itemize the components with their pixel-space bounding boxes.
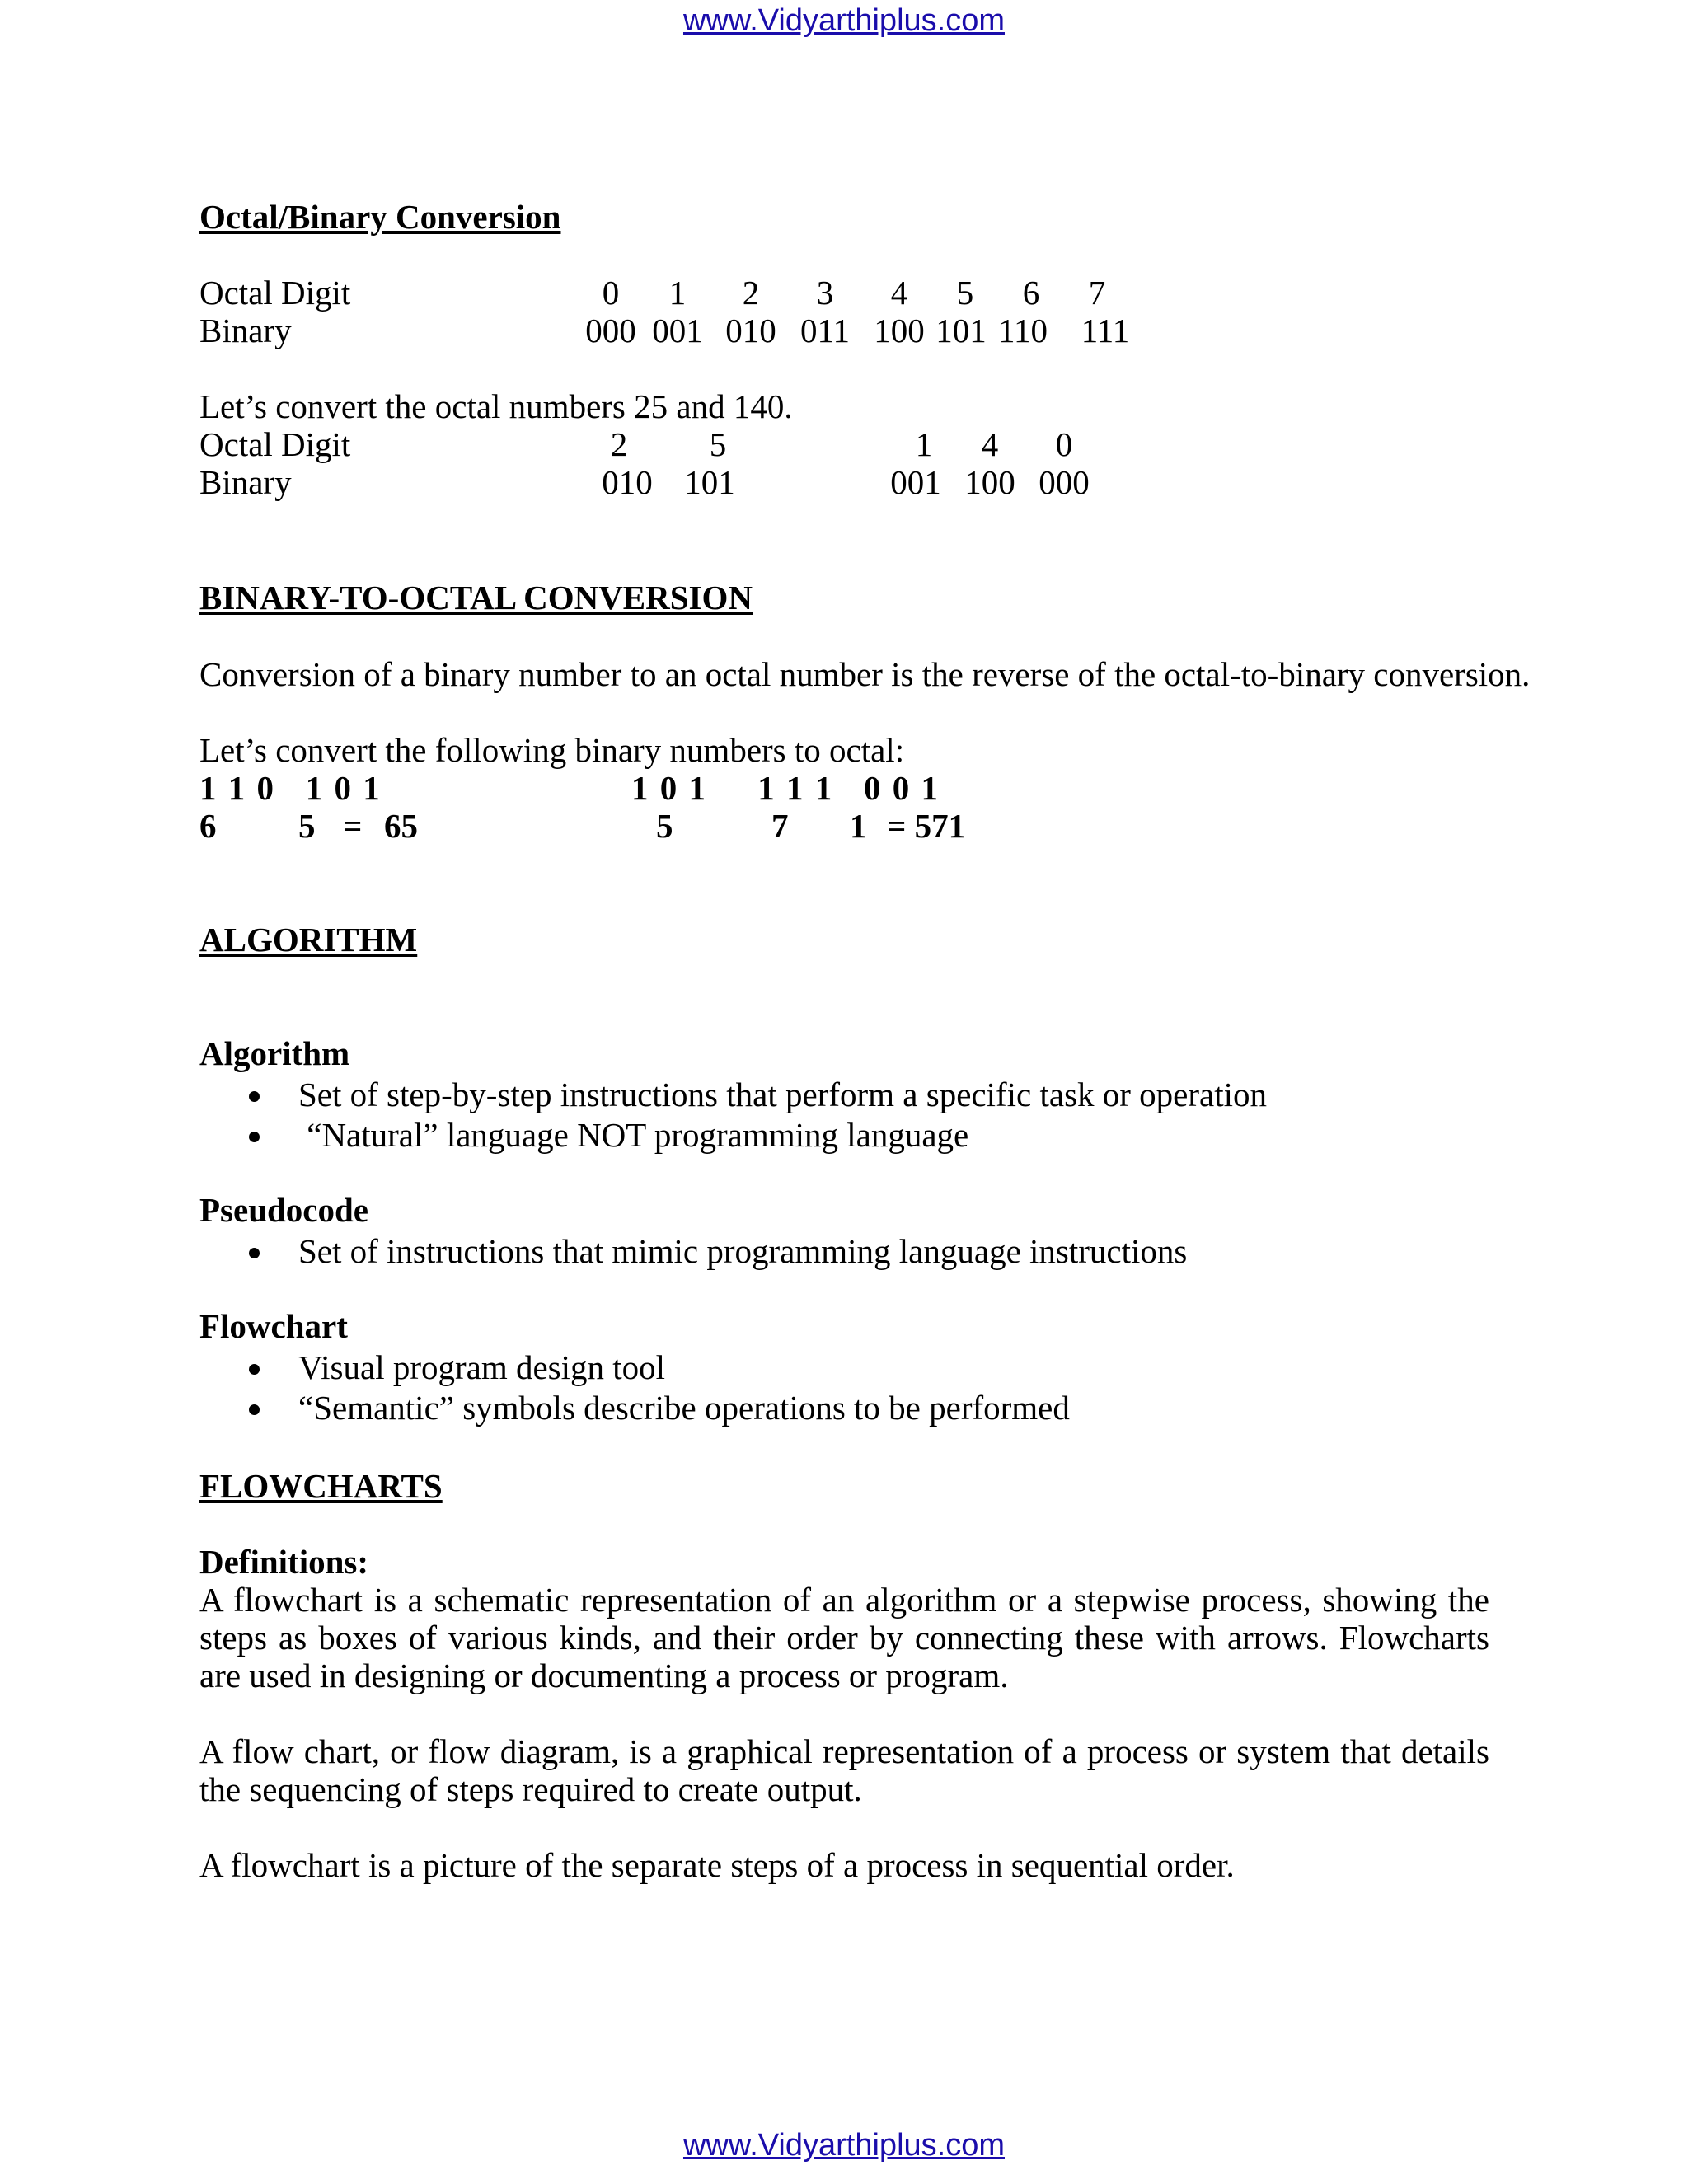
octal-binary-heading: Octal/Binary Conversion: [199, 198, 561, 236]
binary-cell: 110: [998, 312, 1048, 349]
list-item: “Semantic” symbols describe operations to be performed: [199, 1389, 1070, 1429]
list-item: Set of step-by-step instructions that perform a specific task or operation: [199, 1076, 1267, 1116]
octal-result: = 571: [887, 807, 966, 845]
flowcharts-heading: FLOWCHARTS: [199, 1467, 443, 1505]
bullet-icon: [249, 1248, 260, 1258]
binary-to-octal-heading: BINARY-TO-OCTAL CONVERSION: [199, 579, 753, 616]
definition-paragraph: A flowchart is a picture of the separate steps of a process in sequential order.: [199, 1846, 1235, 1884]
algorithm-heading: ALGORITHM: [199, 921, 418, 958]
bullet-icon: [249, 1132, 260, 1142]
flowchart-subheading: Flowchart: [199, 1307, 348, 1345]
binary-cell: 000: [585, 312, 636, 349]
list-item: “Natural” language NOT programming language: [199, 1116, 1267, 1156]
binary-cell: 101: [935, 312, 987, 349]
octal-digit-cell: 2: [610, 425, 628, 463]
octal-digit-cell: 1: [915, 425, 933, 463]
binary-cell: 100: [874, 312, 925, 349]
octal-example-intro: Let’s convert the octal numbers 25 and 140.: [199, 387, 793, 425]
octal-digit-cell: 0: [602, 274, 620, 312]
flowchart-bullets: [199, 1348, 1070, 1429]
bullet-icon: [249, 1091, 260, 1102]
bullet-icon: [249, 1364, 260, 1375]
pseudocode-subheading: Pseudocode: [199, 1191, 368, 1229]
binary-to-octal-description: Conversion of a binary number to an octal number is the reverse of the octal-to-binary conversion.: [199, 655, 1531, 693]
binary-cell: 100: [964, 463, 1015, 501]
definition-paragraph: A flow chart, or flow diagram, is a graphical representation of a process or system that details the sequencing of steps required to create output.: [199, 1732, 1489, 1808]
header-link[interactable]: www.Vidyarthiplus.com: [682, 3, 1005, 38]
octal-result-digit: 5: [298, 807, 316, 845]
octal-digit-label: Octal Digit: [199, 274, 351, 312]
octal-digit-label: Octal Digit: [199, 425, 351, 463]
binary-example-right: 1 0 1 1 1 1 0 0 1: [631, 769, 940, 807]
algorithm-bullets: [199, 1076, 1267, 1156]
octal-digit-cell: 0: [1055, 425, 1073, 463]
binary-cell: 101: [684, 463, 735, 501]
octal-digit-cell: 6: [1022, 274, 1040, 312]
binary-example-intro: Let’s convert the following binary numbers to octal:: [199, 731, 905, 769]
octal-digit-cell: 5: [709, 425, 727, 463]
binary-cell: 000: [1039, 463, 1090, 501]
octal-result-digit: 5: [656, 807, 673, 845]
bullet-icon: [249, 1404, 260, 1415]
octal-digit-cell: 5: [956, 274, 974, 312]
octal-digit-cell: 4: [981, 425, 999, 463]
octal-result-digit: 1: [850, 807, 867, 845]
footer-link[interactable]: www.Vidyarthiplus.com: [682, 2128, 1005, 2163]
pseudocode-bullets: [199, 1232, 1187, 1272]
binary-cell: 111: [1081, 312, 1130, 349]
list-item: Visual program design tool: [199, 1348, 1070, 1389]
definitions-title: Definitions:: [199, 1543, 368, 1581]
binary-example-left: 1 1 0 1 0 1: [199, 769, 382, 807]
binary-cell: 001: [890, 463, 941, 501]
binary-cell: 011: [800, 312, 850, 349]
definition-paragraph: A flowchart is a schematic representation of an algorithm or a stepwise process, showing the steps as boxes of various kinds, and their order by connecting these with arrows. Flowcharts are used in designing or documenting a process or program.: [199, 1581, 1489, 1694]
octal-result-digit: 6: [199, 807, 217, 845]
octal-digit-cell: 2: [742, 274, 760, 312]
algorithm-subheading: Algorithm: [199, 1034, 350, 1072]
equals-sign: =: [343, 807, 363, 845]
binary-cell: 010: [602, 463, 653, 501]
list-item: Set of instructions that mimic programming language instructions: [199, 1232, 1187, 1272]
octal-digit-cell: 3: [816, 274, 834, 312]
binary-label: Binary: [199, 312, 292, 349]
binary-cell: 001: [652, 312, 703, 349]
binary-cell: 010: [725, 312, 776, 349]
octal-digit-cell: 4: [890, 274, 908, 312]
octal-digit-cell: 7: [1088, 274, 1106, 312]
octal-result: 65: [384, 807, 418, 845]
octal-result-digit: 7: [771, 807, 789, 845]
binary-label: Binary: [199, 463, 292, 501]
octal-digit-cell: 1: [668, 274, 687, 312]
